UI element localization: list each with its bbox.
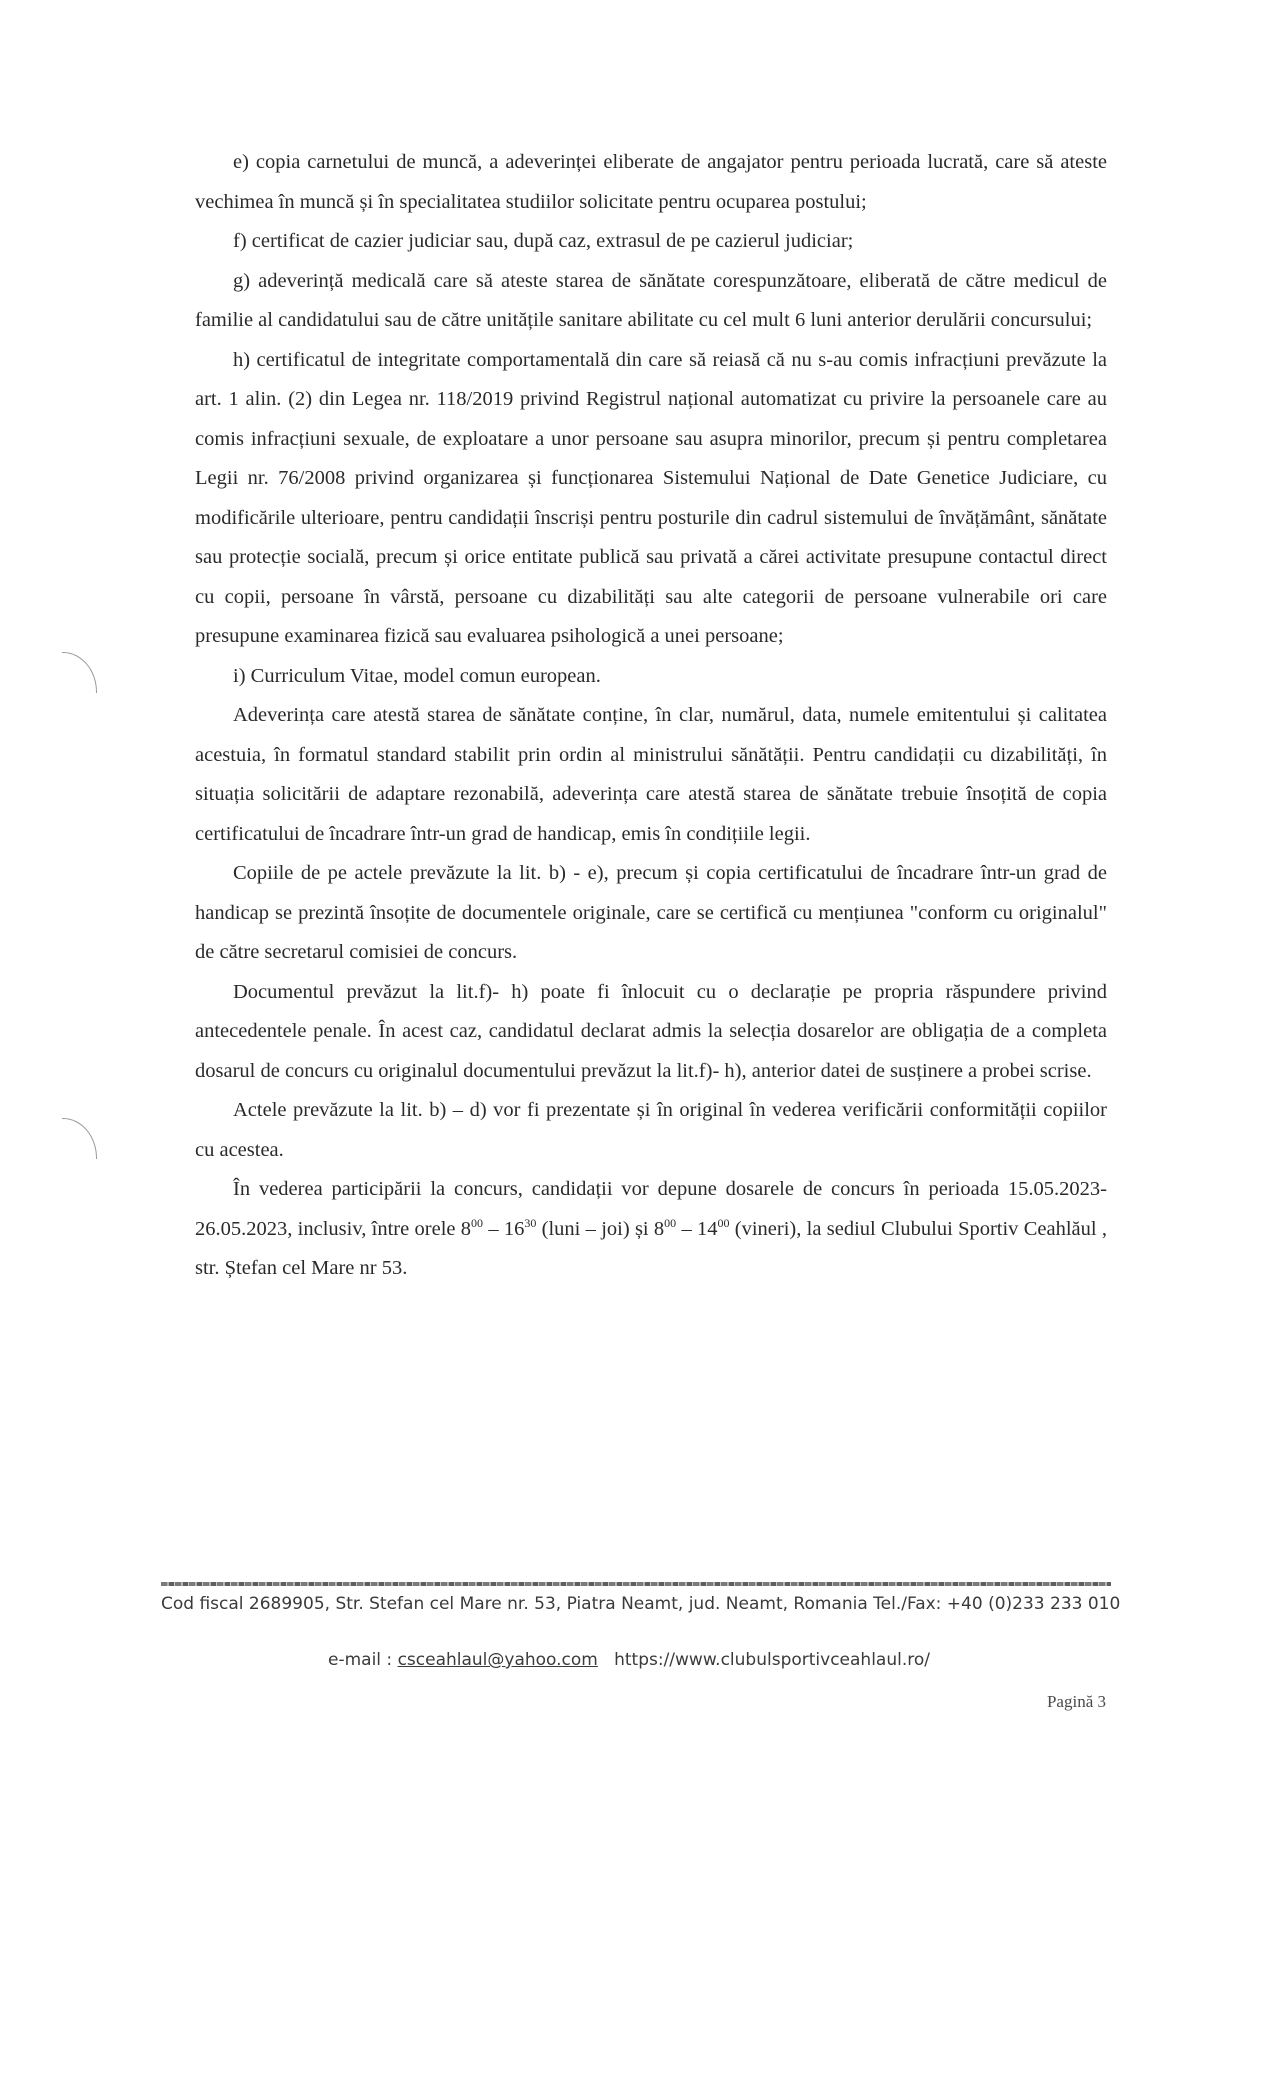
- paragraph-health-certificate: Adeverința care atestă starea de sănătate conține, în clar, numărul, data, numele emitentului și calitatea acestuia, în formatul standard stabilit prin ordin al ministrului sănătății. Pentru candidații cu dizabilități, în situația solicitării de adaptare rezonabilă, adeverința care atestă starea de sănătate trebuie însoțită de copia certificatului de încadrare într-un grad de handicap, emis în condițiile legii.: [195, 704, 1107, 845]
- item-h: h) certificatul de integritate comportamentală din care să reiasă că nu s-au comis infracțiuni prevăzute la art. 1 alin. (2) din Legea nr. 118/2019 privind Registrul național automatizat cu privire la persoanele care au comis infracțiuni sexuale, de exploatare a unor persoane sau asupra minorilor, precum și pentru completarea Legii nr. 76/2008 privind organizarea și funcționarea Sistemului Național de Date Genetice Judiciare, cu modificările ulterioare, pentru candidații înscriși pentru posturile din cadrul sistemului de învățământ, sănătate sau protecție socială, precum și orice entitate publică sau privată a cărei activitate presupune contactul direct cu copii, persoane în vârstă, persoane cu dizabilități sau alte categorii de persoane vulnerabile ori care presupune examinarea fizică sau evaluarea psihologică a unei persoane;: [195, 348, 1107, 647]
- dash-2: –: [676, 1217, 697, 1240]
- item-e: e) copia carnetului de muncă, a adeverinței eliberate de angajator pentru perioada lucrată, care să ateste vechimea în muncă și în specialitatea studiilor solicitate pentru ocuparea postului;: [195, 151, 1107, 213]
- footer-divider: [161, 1582, 1111, 1586]
- footer-contact: [328, 1648, 930, 1672]
- item-g: g) adeverință medicală care să ateste starea de sănătate corespunzătoare, eliberată de către medicul de familie al candidatului sau de către unitățile sanitare abilitate cu cel mult 6 luni anterior derulării concursului;: [195, 269, 1107, 331]
- hours-1-end-sup: 30: [524, 1215, 537, 1230]
- hours-2-start-sup: 00: [664, 1215, 677, 1230]
- hours-2-end-sup: 00: [717, 1215, 730, 1230]
- margin-hole-mark: [62, 1118, 97, 1159]
- page-number: Pagină 3: [1046, 1692, 1106, 1711]
- dash-1: –: [483, 1217, 504, 1240]
- website-link[interactable]: https://www.clubulsportivceahlaul.ro/: [614, 1650, 930, 1670]
- footer-address: Cod fiscal 2689905, Str. Stefan cel Mare nr. 53, Piatra Neamt, jud. Neamt, Romania Tel./Fax: +40 (0)233 233 010: [161, 1594, 1121, 1614]
- item-i: i) Curriculum Vitae, model comun european.: [233, 664, 601, 687]
- days-1: (luni – joi) și: [536, 1217, 654, 1240]
- margin-hole-mark: [62, 652, 97, 693]
- submission-outro: (vineri), la sediul Clubului Sportiv Ceahlăul , str. Ștefan cel Mare nr 53.: [195, 1217, 1107, 1279]
- document-body: [195, 143, 1107, 1289]
- paragraph-submission: [195, 1170, 1107, 1289]
- submission-intro: În vederea participării la concurs, candidații vor depune dosarele de concurs în perioada 15.05.2023-26.05.2023, inclusiv, între orele: [195, 1178, 1107, 1240]
- paragraph-declaration: Documentul prevăzut la lit.f)- h) poate fi înlocuit cu o declarație pe propria răspundere privind antecedentele penale. În acest caz, candidatul declarat admis la selecția dosarelor are obligația de a completa dosarul de concurs cu originalul documentului prevăzut la lit.f)- h), anterior datei de susținere a probei scrise.: [195, 980, 1107, 1082]
- hours-1-end: 16: [503, 1217, 525, 1240]
- paragraph-originals: Actele prevăzute la lit. b) – d) vor fi prezentate și în original în vederea verificării conformității copiilor cu acestea.: [195, 1099, 1107, 1161]
- hours-2-start: 8: [653, 1217, 665, 1240]
- email-link[interactable]: csceahlaul@yahoo.com: [397, 1650, 598, 1670]
- paragraph-copies: Copiile de pe actele prevăzute la lit. b) - e), precum și copia certificatului de încadrare într-un grad de handicap se prezintă însoțite de documentele originale, care se certifică cu mențiunea "conform cu originalul" de către secretarul comisiei de concurs.: [195, 862, 1107, 963]
- hours-1-start: 8: [460, 1217, 472, 1240]
- item-f: f) certificat de cazier judiciar sau, după caz, extrasul de pe cazierul judiciar;: [233, 230, 854, 252]
- hours-1-start-sup: 00: [471, 1215, 484, 1230]
- hours-2-end: 14: [697, 1217, 718, 1240]
- email-label: e-mail :: [328, 1650, 398, 1670]
